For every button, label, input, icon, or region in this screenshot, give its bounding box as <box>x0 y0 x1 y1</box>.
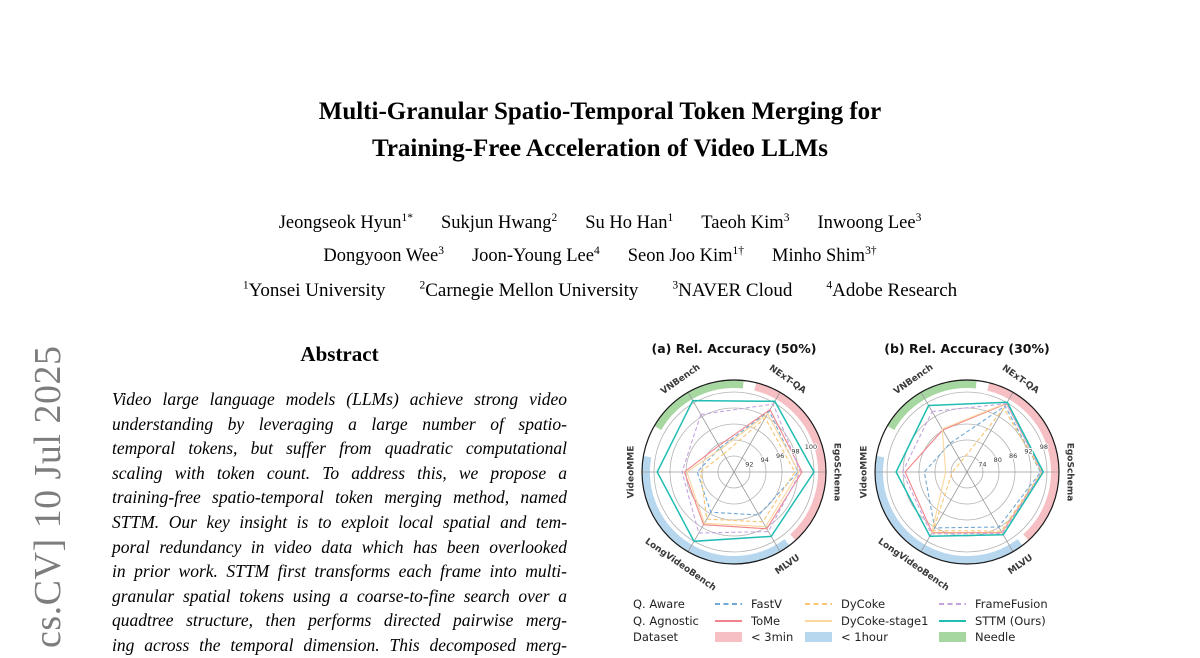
legend-row <box>633 596 1103 613</box>
series-sttm-ours <box>896 402 1043 536</box>
author-affiliation-mark: 3 <box>438 245 444 258</box>
legend-item-label: < 1hour <box>841 630 888 645</box>
author-affiliation-mark: 1† <box>732 245 745 258</box>
axis-label: MLVU <box>773 553 803 578</box>
legend-swatch-dashed <box>805 603 832 605</box>
paper-title-line2: Training-Free Acceleration of Video LLMs <box>372 135 828 162</box>
abstract-line: Video large language models (LLMs) achieve strong video <box>112 389 567 409</box>
legend-group-label: Dataset <box>633 630 679 645</box>
figure <box>600 330 1200 648</box>
axis-spoke <box>967 472 1013 552</box>
legend-item <box>805 630 939 644</box>
author: Inwoong Lee$^3$ <box>817 212 922 234</box>
abstract-line: temporal tokens, but suffer from quadratic computational <box>112 438 567 459</box>
arxiv-banner: cs.CV] 10 Jul 2025 <box>27 345 69 648</box>
affiliation: $^3$NAVER Cloud <box>672 280 793 302</box>
affiliation-number: 2 <box>419 280 426 292</box>
axis-spoke <box>921 472 967 552</box>
author: Su Ho Han$^1$ <box>585 212 674 234</box>
author-affiliation-mark: 4 <box>593 245 600 258</box>
abstract-line: ing across the temporal dimension. This decomposed merg- <box>112 634 567 655</box>
legend-swatch-patch <box>805 632 832 642</box>
abstract-column <box>112 341 567 658</box>
author: Seon Joo Kim$^{1\dagger}$ <box>627 245 745 267</box>
author: Taeoh Kim$^3$ <box>701 212 790 234</box>
abstract-line: poral redundancy in video data which has been overlooked <box>112 536 567 557</box>
legend-group-label: Q. Agnostic <box>633 613 699 628</box>
affiliation-number: 4 <box>826 280 833 292</box>
paper-title <box>0 93 1200 167</box>
chart-b-title: (b) Rel. Accuracy (30%) <box>884 341 1050 356</box>
tick-label: 80 <box>993 456 1002 465</box>
legend-item <box>715 597 805 611</box>
author-row <box>0 237 1200 270</box>
legend-item-label: STTM (Ours) <box>975 613 1046 628</box>
legend-item-label: FrameFusion <box>975 597 1048 612</box>
tick-label: 86 <box>1008 451 1018 460</box>
axis-label: MLVU <box>1006 553 1036 578</box>
axis-label: NExT-QA <box>999 363 1041 397</box>
axis-label: EgoSchema <box>1064 442 1075 502</box>
affiliation: $^4$Adobe Research <box>826 280 958 302</box>
tick-label: 74 <box>978 460 987 469</box>
legend-item <box>939 630 1103 644</box>
legend-item-label: < 3min <box>751 630 794 645</box>
axis-spoke <box>734 472 780 552</box>
tick-label: 98 <box>1039 442 1049 451</box>
legend-swatch-solid <box>805 620 832 622</box>
abstract-line: training-free spatio-temporal token merging method, named <box>112 487 567 508</box>
legend-row <box>633 629 1103 646</box>
radar-chart-a <box>609 352 859 602</box>
axis-label: VNBench <box>659 362 703 397</box>
legend-item-label: DyCoke-stage1 <box>841 613 929 628</box>
legend-item <box>939 597 1103 611</box>
abstract-body <box>112 387 567 658</box>
chart-a-title: (a) Rel. Accuracy (50%) <box>651 341 817 356</box>
tick-label: 92 <box>1024 447 1033 456</box>
author-affiliation-mark: 2 <box>551 212 558 224</box>
legend-swatch-patch <box>715 632 742 642</box>
tick-label: 100 <box>804 442 818 451</box>
legend-item-label: Needle <box>975 630 1016 645</box>
legend-group-label: Q. Aware <box>633 597 685 612</box>
legend-swatch-solid <box>939 620 966 622</box>
axis-label: EgoSchema <box>831 442 842 502</box>
axis-label: LongVideoBench <box>875 536 951 594</box>
abstract-heading: Abstract <box>300 342 379 366</box>
author: Sukjun Hwang$^2$ <box>441 212 558 234</box>
author-block <box>0 204 1200 270</box>
legend-swatch-solid <box>715 620 742 622</box>
axis-label: LongVideoBench <box>642 536 718 594</box>
legend-item-label: ToMe <box>751 613 781 628</box>
abstract-line: granular spatial tokens using a coarse-to-fine search over a <box>112 585 567 606</box>
radar-chart-b <box>842 352 1092 602</box>
author: Minho Shim$^{3\dagger}$ <box>772 245 877 267</box>
legend-swatch-dashed <box>715 603 742 605</box>
author-row <box>0 204 1200 237</box>
legend-item-label: DyCoke <box>841 597 886 612</box>
legend-item <box>939 614 1103 628</box>
axis-label: VideoMME <box>626 445 637 499</box>
tick-label: 98 <box>791 447 800 456</box>
affiliation: $^2$Carnegie Mellon University <box>419 280 639 302</box>
legend-item <box>715 614 805 628</box>
legend-item-label: FastV <box>751 597 782 612</box>
legend-item <box>805 597 939 611</box>
abstract-line: understanding by leveraging a large number of spatio- <box>112 413 567 434</box>
axis-spoke <box>688 392 734 472</box>
legend-swatch-patch <box>939 632 966 642</box>
affiliation-number: 1 <box>242 280 249 292</box>
abstract-line: scaling with token count. To address this, we propose a <box>112 462 567 483</box>
author: Jeongseok Hyun$^{1*}$ <box>278 212 413 234</box>
legend-swatch-dashed <box>939 603 966 605</box>
axis-label: VideoMME <box>859 445 870 499</box>
tick-label: 92 <box>745 460 754 469</box>
tick-label: 94 <box>760 456 769 465</box>
axis-label: NExT-QA <box>766 363 808 397</box>
author-affiliation-mark: 3 <box>783 212 790 224</box>
author: Dongyoon Wee$^3$ <box>323 245 444 267</box>
legend-row <box>633 613 1103 630</box>
abstract-line: STTM. Our key insight is to exploit local spatial and tem- <box>112 511 567 532</box>
author: Joon-Young Lee$^4$ <box>471 245 600 267</box>
chart-legend <box>633 596 1103 646</box>
affiliation-block <box>0 280 1200 302</box>
author-affiliation-mark: 1* <box>401 212 413 224</box>
abstract-line: in prior work. STTM first transforms each frame into multi- <box>112 561 567 582</box>
paper-title-line1: Multi-Granular Spatio-Temporal Token Merging for <box>318 98 882 125</box>
author-affiliation-mark: 1 <box>667 212 674 224</box>
tick-label: 96 <box>775 451 785 460</box>
abstract-line: quadtree structure, then performs directed pairwise merg- <box>112 610 567 631</box>
affiliation-number: 3 <box>672 280 679 292</box>
author-affiliation-mark: 3† <box>865 245 877 258</box>
series-dycoke-stage1 <box>932 403 1043 533</box>
affiliation: $^1$Yonsei University <box>242 280 386 302</box>
author-affiliation-mark: 3 <box>915 212 922 224</box>
legend-item <box>715 630 805 644</box>
legend-item <box>805 614 939 628</box>
axis-label: VNBench <box>892 362 936 397</box>
